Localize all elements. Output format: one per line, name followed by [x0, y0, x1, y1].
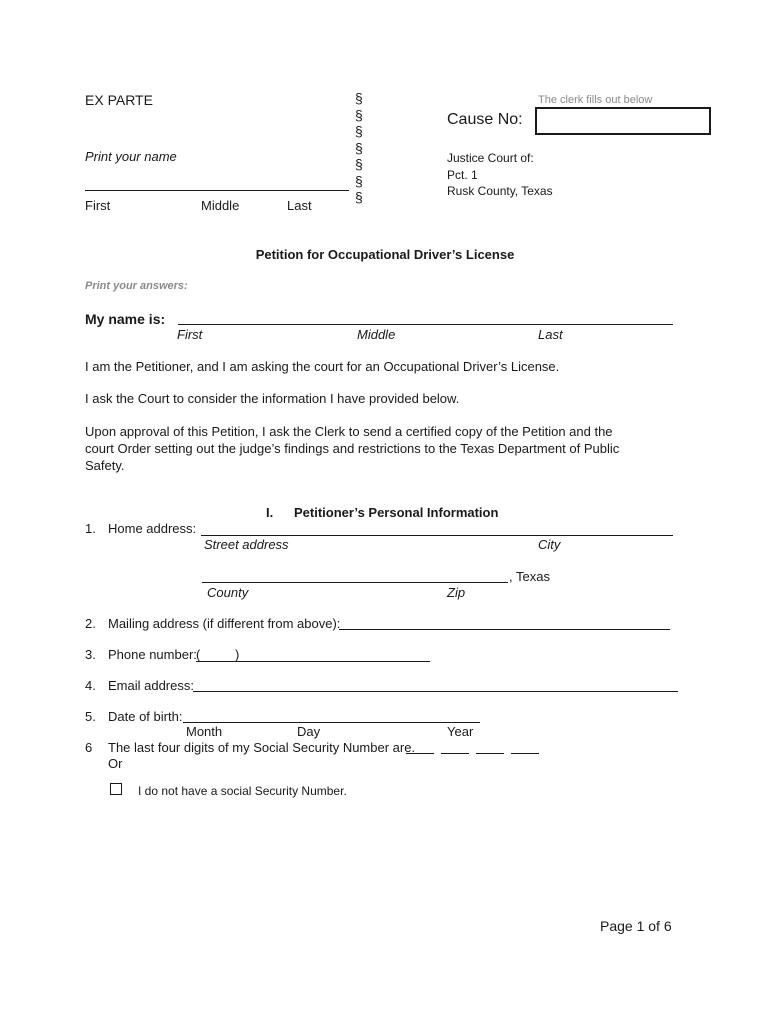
ssn-digit-3[interactable]: [476, 753, 504, 754]
phone-open-paren: (: [196, 647, 201, 662]
county-zip-line[interactable]: [202, 582, 508, 583]
paragraph-approval: Upon approval of this Petition, I ask the Clerk to send a certified copy of the Petition and the court Order setting out the judge’s findings and restrictions to the Texas Department of Public Safety.: [85, 424, 620, 473]
date-of-birth-line[interactable]: [183, 722, 480, 723]
my-name-last: Last: [538, 327, 563, 342]
my-name-line[interactable]: [178, 324, 673, 325]
zip-label: Zip: [447, 585, 466, 600]
no-ssn-label: I do not have a social Security Number.: [138, 784, 347, 798]
ssn-label: The last four digits of my Social Security Number are.: [108, 740, 416, 755]
home-address-line[interactable]: [201, 535, 673, 536]
court-line-2: Pct. 1: [447, 167, 478, 182]
name-first-label: First: [85, 198, 111, 213]
section-symbols: § § § § § § §: [355, 90, 363, 205]
home-address-label: Home address:: [108, 521, 197, 536]
street-address-label: Street address: [204, 537, 289, 552]
mailing-address-line[interactable]: [339, 629, 670, 630]
my-name-label: My name is:: [85, 311, 166, 327]
paragraph-petitioner: I am the Petitioner, and I am asking the court for an Occupational Driver’s License.: [85, 359, 560, 374]
print-answers-note: Print your answers:: [85, 280, 188, 292]
email-address-label: Email address:: [108, 678, 194, 693]
item-6-number: 6: [85, 740, 93, 755]
dob-year-label: Year: [447, 724, 474, 739]
item-1-number: 1.: [85, 521, 96, 536]
texas-label: , Texas: [509, 569, 550, 584]
item-5-number: 5.: [85, 709, 96, 724]
court-info: [447, 150, 553, 200]
city-label: City: [538, 537, 561, 552]
page-number: Page 1 of 6: [600, 918, 672, 934]
court-line-3: Rusk County, Texas: [447, 184, 553, 198]
court-line-1: Justice Court of:: [447, 151, 534, 165]
petitioner-name-line[interactable]: [85, 190, 349, 191]
date-of-birth-label: Date of birth:: [108, 709, 183, 724]
dob-day-label: Day: [297, 724, 321, 739]
print-name-label: Print your name: [85, 149, 177, 164]
cause-number-box[interactable]: [535, 107, 711, 135]
name-last-label: Last: [287, 198, 312, 213]
item-4-number: 4.: [85, 678, 96, 693]
clerk-note: The clerk fills out below: [538, 94, 653, 106]
county-label: County: [207, 585, 249, 600]
no-ssn-checkbox[interactable]: [110, 783, 122, 795]
phone-close-paren: ): [235, 647, 240, 662]
mailing-address-label: Mailing address (if different from above):: [108, 616, 341, 631]
document-title: Petition for Occupational Driver’s License: [255, 247, 515, 262]
my-name-middle: Middle: [357, 327, 396, 342]
email-address-line[interactable]: [193, 691, 678, 692]
ex-parte-label: EX PARTE: [85, 92, 153, 108]
ssn-digit-1[interactable]: [406, 753, 434, 754]
name-middle-label: Middle: [201, 198, 240, 213]
cause-no-label: Cause No:: [447, 111, 523, 128]
section-title: Petitioner’s Personal Information: [294, 505, 499, 520]
ssn-digit-2[interactable]: [441, 753, 469, 754]
ssn-digit-4[interactable]: [511, 753, 539, 754]
paragraph-consider: I ask the Court to consider the information I have provided below.: [85, 391, 460, 406]
item-3-number: 3.: [85, 647, 96, 662]
my-name-first: First: [177, 327, 203, 342]
or-label: Or: [108, 756, 123, 771]
section-number: I.: [266, 505, 274, 520]
dob-month-label: Month: [186, 724, 223, 739]
phone-number-line[interactable]: [196, 661, 430, 662]
phone-number-label: Phone number:: [108, 647, 197, 662]
item-2-number: 2.: [85, 616, 96, 631]
